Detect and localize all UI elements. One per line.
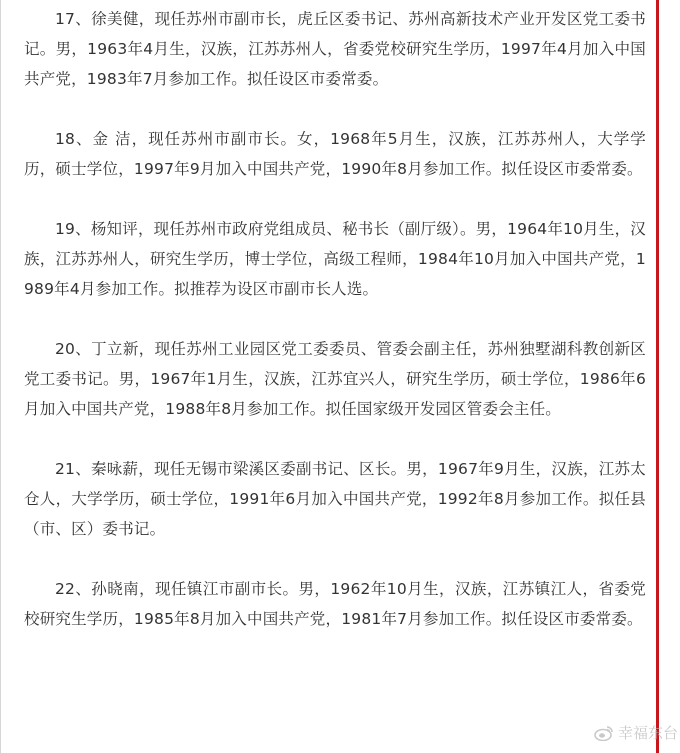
page-right-border (656, 0, 659, 753)
paragraph-20: 20、丁立新，现任苏州工业园区党工委委员、管委会副主任，苏州独墅湖科教创新区党工委书记。男，1967年1月生，汉族，江苏宜兴人，研究生学历，硕士学位，1986年6月加入中国共产党，1988年8月参加工作。拟任国家级开发园区管委会主任。 (24, 340, 646, 418)
paragraph-17: 17、徐美健，现任苏州市副市长，虎丘区委书记、苏州高新技术产业开发区党工委书记。男，1963年4月生，汉族，江苏苏州人，省委党校研究生学历，1997年4月加入中国共产党，1983年7月参加工作。拟任设区市委常委。 (24, 10, 646, 88)
weibo-logo-icon (594, 725, 614, 741)
paragraph-19: 19、杨知评，现任苏州市政府党组成员、秘书长（副厅级）。男，1964年10月生，汉族，江苏苏州人，研究生学历，博士学位，高级工程师，1984年10月加入中国共产党，1989年4月参加工作。拟推荐为设区市副市长人选。 (24, 220, 646, 298)
article-body (24, 4, 646, 664)
page-left-border (0, 0, 1, 753)
paragraph-21: 21、秦咏薪，现任无锡市梁溪区委副书记、区长。男，1967年9月生，汉族，江苏太仓人，大学学历，硕士学位，1991年6月加入中国共产党，1992年8月参加工作。拟任县（市、区）委书记。 (24, 460, 646, 538)
paragraph-18: 18、金 洁，现任苏州市副市长。女，1968年5月生，汉族，江苏苏州人，大学学历，硕士学位，1997年9月加入中国共产党，1990年8月参加工作。拟任设区市委常委。 (24, 130, 646, 178)
paragraph-22: 22、孙晓南，现任镇江市副市长。男，1962年10月生，汉族，江苏镇江人，省委党校研究生学历，1985年8月加入中国共产党，1981年7月参加工作。拟任设区市委常委。 (24, 580, 646, 628)
watermark (594, 722, 678, 743)
watermark-text: 幸福东台 (618, 724, 679, 742)
